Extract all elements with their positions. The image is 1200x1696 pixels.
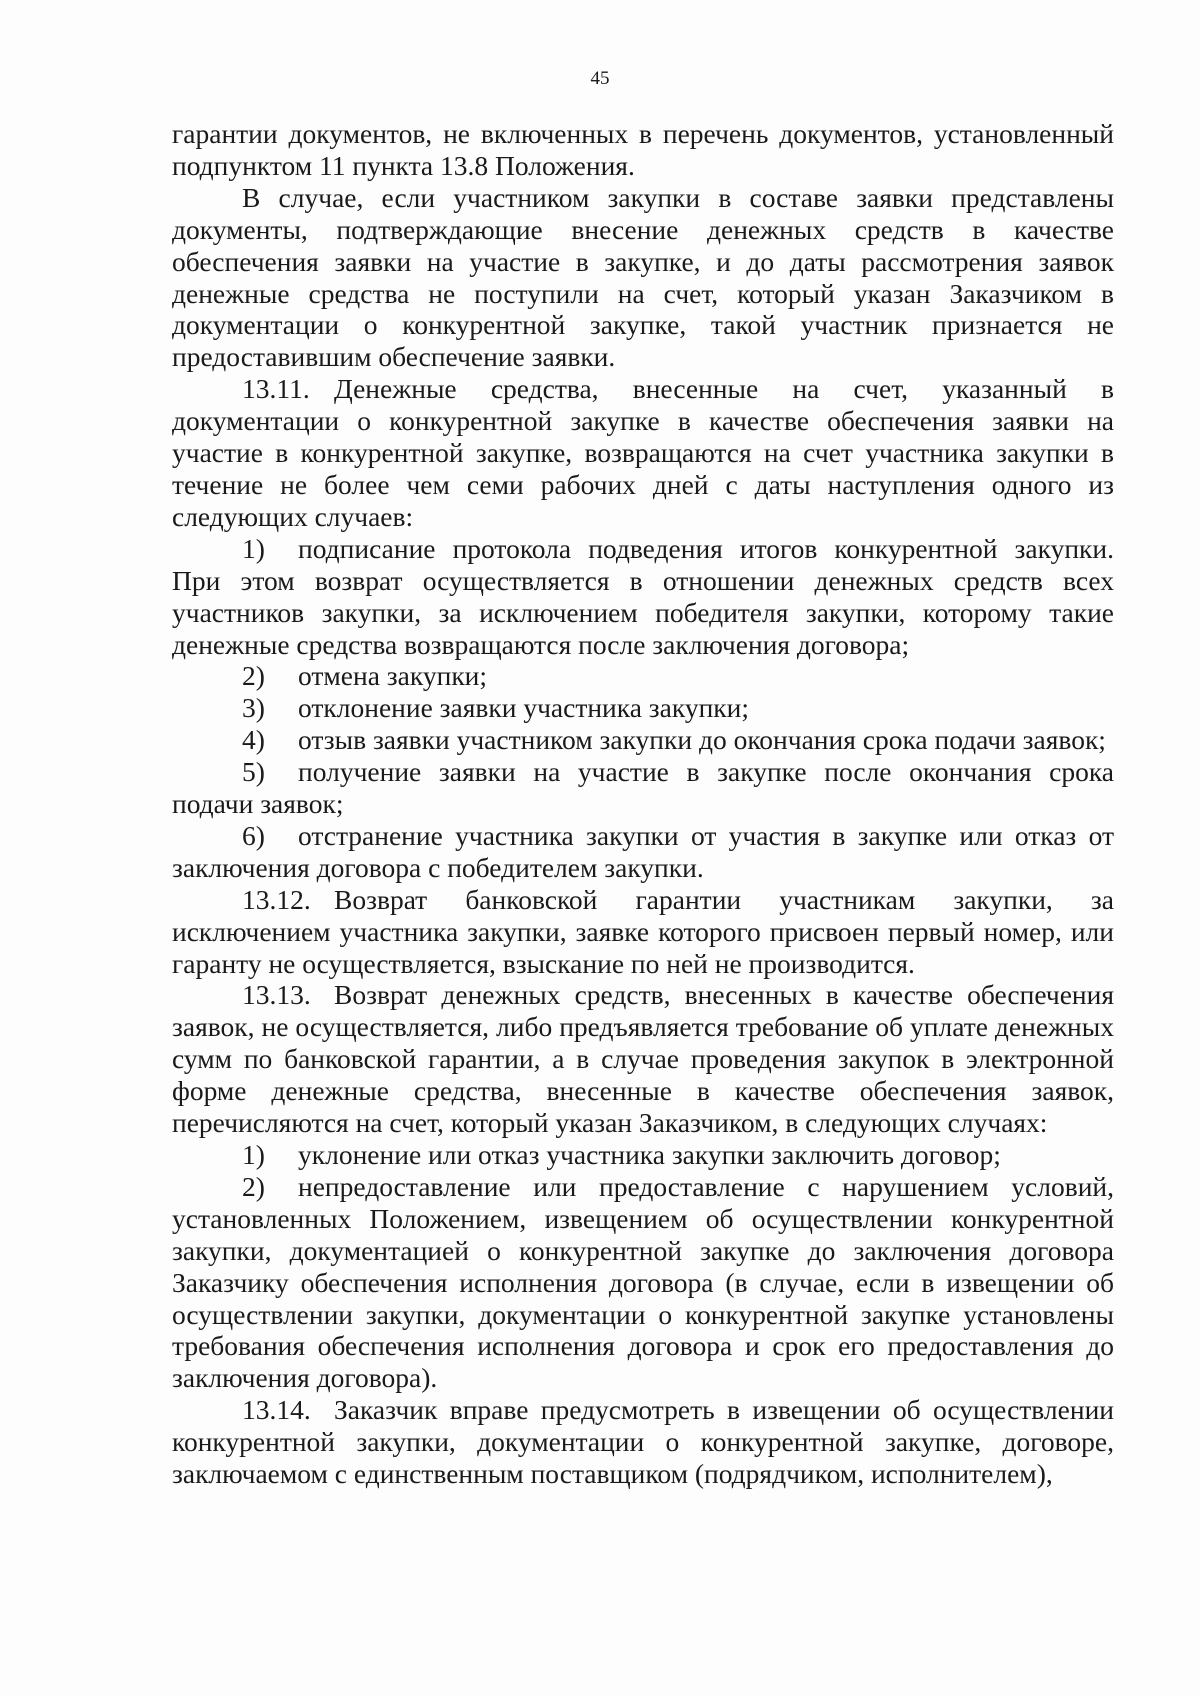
list-item-number: 5) xyxy=(242,756,265,788)
paragraph-text: Денежные средства, внесенные на счет, указанный в документации о конкурентной закупке в качестве обеспечения заявки на участие в конкурентной закупке, возвращаются на счет участника закупки в течение не более чем семи рабочих дней с даты наступления одного из следующих случаев: xyxy=(172,373,1114,532)
list-item-number: 2) xyxy=(242,660,265,692)
document-body xyxy=(172,118,1114,1490)
list-item-number: 1) xyxy=(242,532,265,564)
section-number: 13.11. xyxy=(242,373,310,405)
paragraph-text: Заказчик вправе предусмотреть в извещении об осуществлении конкурентной закупки, документации о конкурентной закупке, договоре, заключаемом с единственным поставщиком (подрядчиком, исполнителем), xyxy=(172,1394,1114,1490)
section-number: 13.13. xyxy=(242,979,311,1011)
list-item xyxy=(172,660,1114,692)
paragraph-text: Возврат денежных средств, внесенных в качестве обеспечения заявок, не осуществляется, либо предъявляется требование об уплате денежных сумм по банковской гарантии, а в случае проведения закупок в электронной форме денежные средства, внесенные в качестве обеспечения заявок, перечисляются на счет, который указан Заказчиком, в следующих случаях: xyxy=(172,979,1114,1139)
list-item xyxy=(172,756,1114,820)
page-number: 45 xyxy=(590,68,610,89)
section-13-12 xyxy=(172,884,1114,980)
section-13-14 xyxy=(172,1394,1114,1490)
list-item xyxy=(172,1139,1114,1171)
list-item-text: отстранение участника закупки от участия в закупке или отказ от заключения договора с победителем закупки. xyxy=(172,819,1114,883)
list-item-text: получение заявки на участие в закупке после окончания срока подачи заявок; xyxy=(172,756,1114,820)
paragraph-text: гарантии документов, не включенных в перечень документов, установленный подпунктом 11 пункта 13.8 Положения. xyxy=(172,118,1114,181)
list-item-number: 6) xyxy=(242,819,265,851)
list-item-number: 4) xyxy=(242,724,265,756)
list-item xyxy=(172,533,1114,661)
section-13-11 xyxy=(172,373,1114,533)
list-item-number: 2) xyxy=(242,1170,265,1202)
list-item-text: отклонение заявки участника закупки; xyxy=(298,692,750,724)
list-item xyxy=(172,1171,1114,1394)
paragraph xyxy=(172,182,1114,373)
section-number: 13.12. xyxy=(242,883,311,915)
list-item-text: уклонение или отказ участника закупки заключить договор; xyxy=(298,1139,1001,1170)
list-item xyxy=(172,820,1114,884)
paragraph-text: Возврат банковской гарантии участникам закупки, за исключением участника закупки, заявке которого присвоен первый номер, или гаранту не осуществляется, взыскание по ней не производится. xyxy=(172,883,1114,979)
section-13-13 xyxy=(172,979,1114,1139)
paragraph-text: В случае, если участником закупки в составе заявки представлены документы, подтверждающие внесение денежных средств в качестве обеспечения заявки на участие в закупке, и до даты рассмотрения заявок денежные средства не поступили на счет, который указан Заказчиком в документации о конкурентной закупке, такой участник признается не предоставившим обеспечение заявки. xyxy=(172,181,1114,373)
list-item-text: отзыв заявки участником закупки до окончания срока подачи заявок; xyxy=(298,724,1106,756)
section-number: 13.14. xyxy=(242,1394,311,1426)
list-item-number: 1) xyxy=(242,1139,265,1170)
list-item-text: отмена закупки; xyxy=(298,660,488,692)
list-item xyxy=(172,724,1114,756)
list-item-text: непредоставление или предоставление с нарушением условий, установленных Положением, извещением об осуществлении конкурентной закупки, документацией о конкурентной закупке до заключения договора Заказчику обеспечения исполнения договора (в случае, если в извещении об осуществлении закупки, документации о конкурентной закупке установлены требования обеспечения исполнения договора и срок его предоставления до заключения договора). xyxy=(172,1170,1114,1394)
list-item-text: подписание протокола подведения итогов конкурентной закупки. При этом возврат осуществляется в отношении денежных средств всех участников закупки, за исключением победителя закупки, которому такие денежные средства возвращаются после заключения договора; xyxy=(172,532,1114,660)
paragraph-continuation xyxy=(172,118,1114,182)
list-item xyxy=(172,692,1114,724)
list-item-number: 3) xyxy=(242,692,265,724)
